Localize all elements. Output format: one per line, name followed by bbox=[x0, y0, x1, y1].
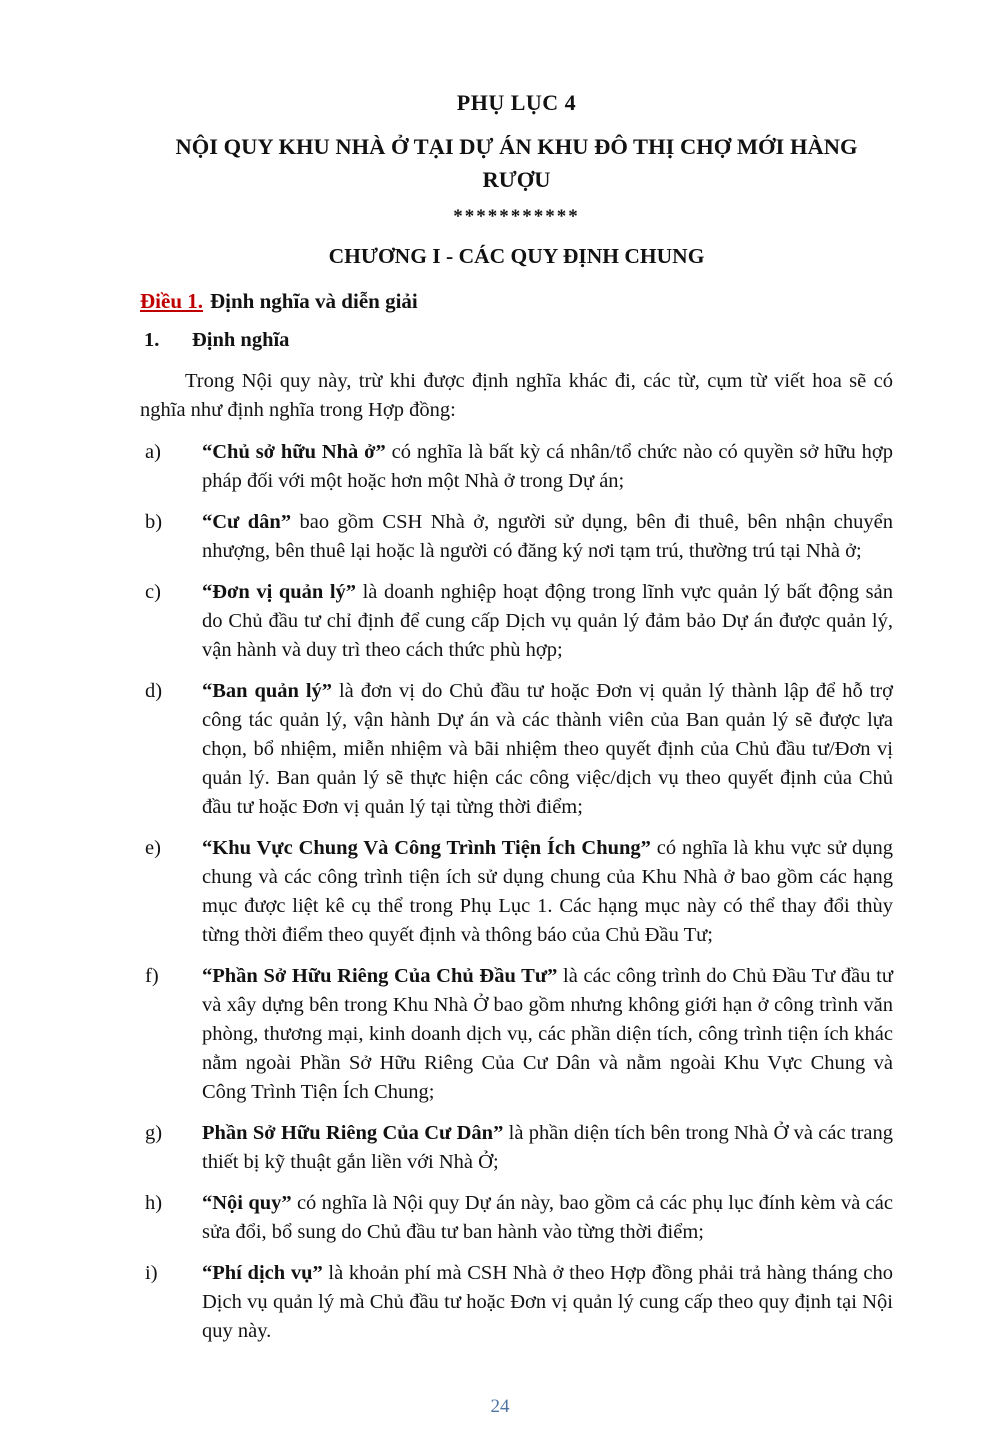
list-marker: d) bbox=[145, 680, 163, 702]
list-marker: g) bbox=[145, 1122, 163, 1144]
definition-body: bao gồm CSH Nhà ở, người sử dụng, bên đi thuê, bên nhận chuyển nhượng, bên thuê lại hoặc là người có đăng ký nơi tạm trú, thường trú tại Nhà ở; bbox=[202, 511, 893, 562]
definition-term: “Phí dịch vụ” bbox=[202, 1262, 323, 1284]
definition-term: “Nội quy” bbox=[202, 1192, 292, 1214]
definition-term: “Ban quản lý” bbox=[202, 680, 333, 702]
definition-item-g bbox=[140, 1119, 893, 1177]
intro-paragraph: Trong Nội quy này, trừ khi được định nghĩa khác đi, các từ, cụm từ viết hoa sẽ có nghĩa như định nghĩa trong Hợp đồng: bbox=[140, 370, 893, 421]
definition-body: có nghĩa là bất kỳ cá nhân/tổ chức nào có quyền sở hữu hợp pháp đối với một hoặc hơn một Nhà ở trong Dự án; bbox=[202, 441, 893, 492]
appendix-title: PHỤ LỤC 4 bbox=[456, 90, 577, 115]
list-marker: e) bbox=[145, 837, 161, 859]
definition-item-d bbox=[140, 677, 893, 822]
definition-term: “Đơn vị quản lý” bbox=[202, 581, 357, 603]
definition-body: là các công trình do Chủ Đầu Tư đầu tư và xây dựng bên trong Khu Nhà Ở bao gồm nhưng không giới hạn ở công trình văn phòng, thương mại, kinh doanh dịch vụ, các phần diện tích, công trình tiện ích khác nằm ngoài Phần Sở Hữu Riêng Của Cư Dân và nằm ngoài Khu Vực Chung và Công Trình Tiện Ích Chung; bbox=[202, 965, 893, 1103]
list-marker: i) bbox=[145, 1262, 158, 1284]
definition-term: “Cư dân” bbox=[202, 511, 292, 533]
list-marker: c) bbox=[145, 581, 161, 603]
definition-item-a bbox=[140, 438, 893, 496]
list-marker: f) bbox=[145, 965, 159, 987]
definition-body: là đơn vị do Chủ đầu tư hoặc Đơn vị quản lý thành lập để hỗ trợ công tác quản lý, vận hành Dự án và các thành viên của Ban quản lý sẽ được lựa chọn, bổ nhiệm, miễn nhiệm và bãi nhiệm theo quyết định của Chủ đầu tư/Đơn vị quản lý. Ban quản lý sẽ thực hiện các công việc/dịch vụ theo quyết định của Chủ đầu tư hoặc Đơn vị quản lý tại từng thời điểm; bbox=[202, 680, 893, 818]
definition-item-h bbox=[140, 1189, 893, 1247]
document-title: NỘI QUY KHU NHÀ Ở TẠI DỰ ÁN KHU ĐÔ THỊ CHỢ MỚI HÀNG RƯỢU bbox=[175, 134, 858, 192]
definition-item-i bbox=[140, 1259, 893, 1346]
definition-body: có nghĩa là khu vực sử dụng chung và các công trình tiện ích sử dụng chung của Khu Nhà ở bao gồm các hạng mục được liệt kê cụ thể trong Phụ Lục 1. Các hạng mục này có thể thay đổi thùy từng thời điểm theo quyết định và thông báo của Chủ Đầu Tư; bbox=[202, 837, 893, 946]
list-marker: a) bbox=[145, 441, 161, 463]
definition-term: “Khu Vực Chung Và Công Trình Tiện Ích Chung” bbox=[202, 837, 651, 859]
definition-body: có nghĩa là Nội quy Dự án này, bao gồm cả các phụ lục đính kèm và các sửa đổi, bổ sung do Chủ đầu tư ban hành vào từng thời điểm; bbox=[202, 1192, 893, 1243]
article-heading bbox=[140, 289, 893, 314]
list-marker: b) bbox=[145, 511, 163, 533]
definition-item-e bbox=[140, 834, 893, 950]
definition-item-c bbox=[140, 578, 893, 665]
definition-body: là phần diện tích bên trong Nhà Ở và các trang thiết bị kỹ thuật gắn liền với Nhà Ở; bbox=[202, 1122, 893, 1173]
document-header bbox=[140, 90, 893, 269]
definition-item-b bbox=[140, 508, 893, 566]
section-title: Định nghĩa bbox=[192, 329, 290, 351]
page-number: 24 bbox=[490, 1396, 510, 1417]
definition-term: Phần Sở Hữu Riêng Của Cư Dân” bbox=[202, 1122, 504, 1144]
definition-term: “Chủ sở hữu Nhà ở” bbox=[202, 441, 386, 463]
chapter-title: CHƯƠNG I - CÁC QUY ĐỊNH CHUNG bbox=[328, 244, 705, 268]
definition-body: là khoản phí mà CSH Nhà ở theo Hợp đồng phải trả hàng tháng cho Dịch vụ quản lý mà Chủ đầu tư hoặc Đơn vị quản lý cung cấp theo quy định tại Nội quy này. bbox=[202, 1262, 893, 1342]
definition-item-f bbox=[140, 962, 893, 1107]
definition-body: là doanh nghiệp hoạt động trong lĩnh vực quản lý bất động sản do Chủ đầu tư chỉ định để cung cấp Dịch vụ quản lý đảm bảo Dự án được quản lý, vận hành và duy trì theo cách thức phù hợp; bbox=[202, 581, 893, 661]
section-heading bbox=[140, 329, 893, 352]
definition-term: “Phần Sở Hữu Riêng Của Chủ Đầu Tư” bbox=[202, 965, 558, 987]
list-marker: h) bbox=[145, 1192, 163, 1214]
article-number: Điều 1. bbox=[140, 289, 203, 313]
article-title: Định nghĩa và diễn giải bbox=[210, 289, 418, 313]
section-number: 1. bbox=[144, 329, 160, 351]
separator-stars: *********** bbox=[453, 206, 580, 227]
